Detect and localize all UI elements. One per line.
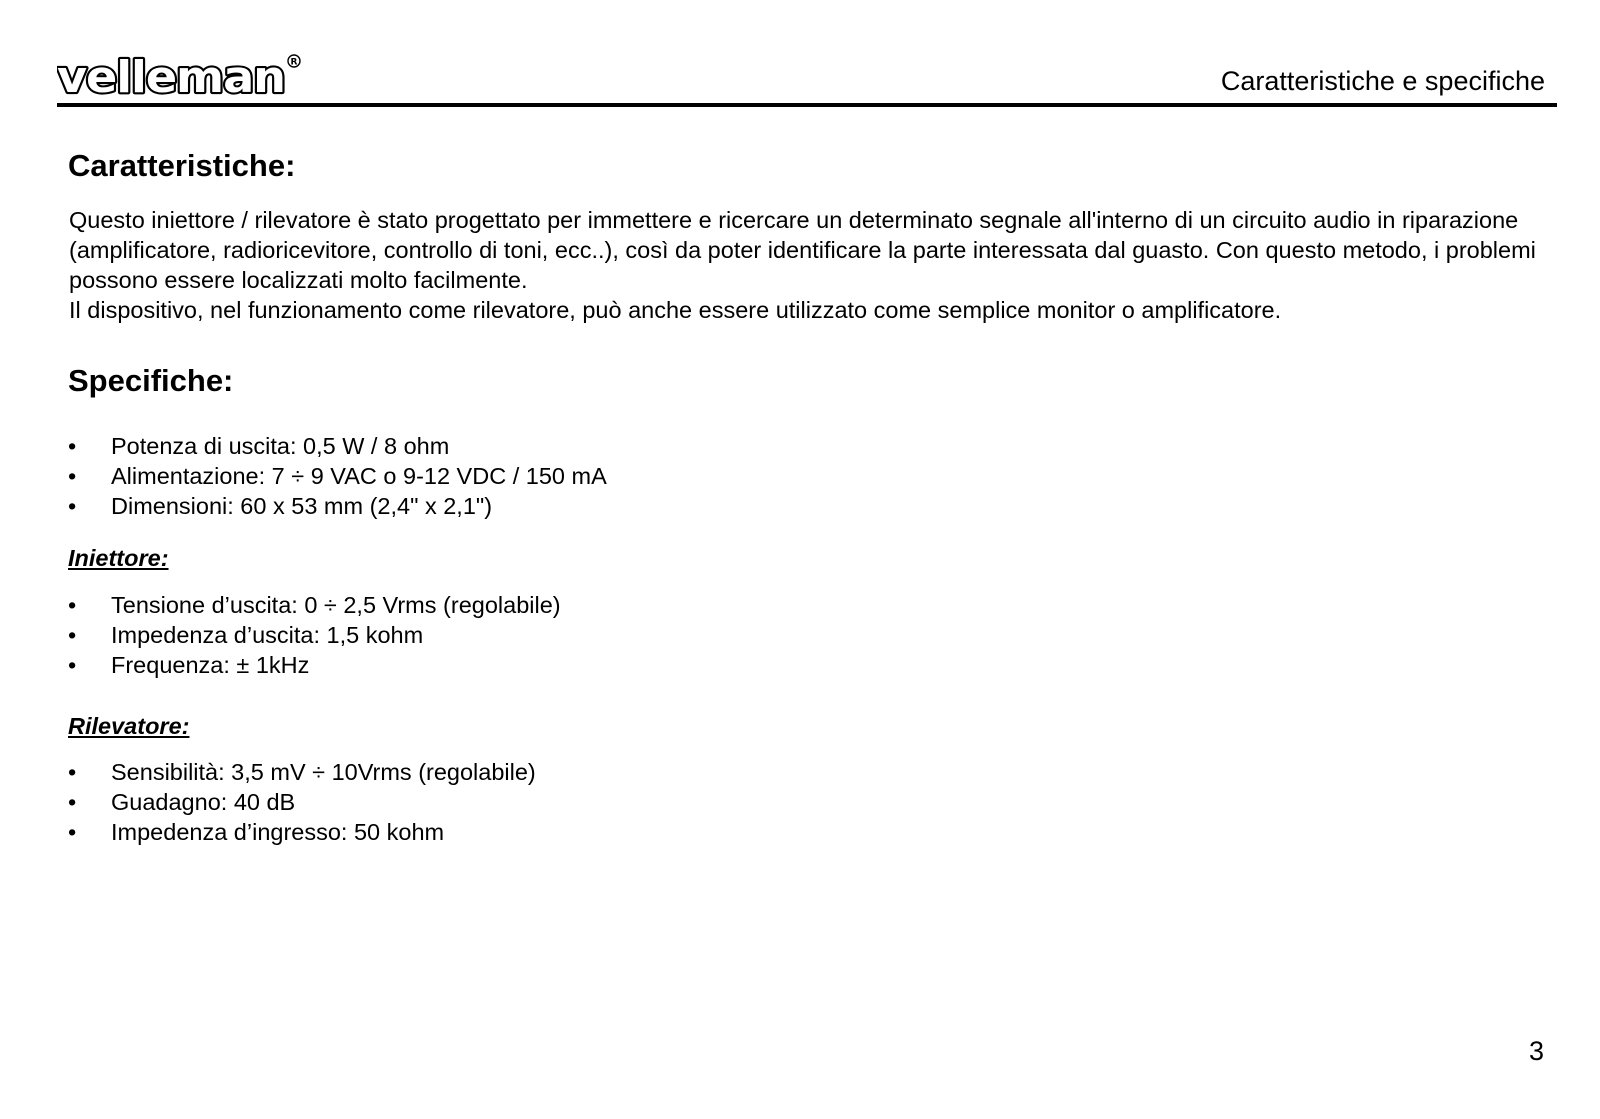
- specs-heading: Specifiche:: [68, 363, 234, 398]
- spec-item: [68, 431, 607, 461]
- injector-heading: Iniettore:: [68, 545, 169, 571]
- spec-text: Frequenza: ± 1kHz: [111, 652, 310, 678]
- svg-text:R: R: [290, 57, 298, 68]
- detector-specs-list: [68, 757, 536, 847]
- spec-text: Dimensioni: 60 x 53 mm (2,4" x 2,1"): [111, 493, 493, 519]
- spec-text: Sensibilità: 3,5 mV ÷ 10Vrms (regolabile): [111, 759, 536, 785]
- features-paragraph: Questo iniettore / rilevatore è stato progettato per immettere e ricercare un determinato segnale all'interno di un circuito audio in riparazione (amplificatore, radioricevitore, controllo di toni, ecc..), così da poter identificare la parte interessata dal guasto. Con questo metodo, i problemi possono essere localizzati molto facilmente.: [69, 207, 1536, 293]
- bullet: •: [68, 463, 77, 489]
- spec-item: [68, 491, 607, 521]
- spec-text: Potenza di uscita: 0,5 W / 8 ohm: [111, 433, 450, 459]
- spec-text: Guadagno: 40 dB: [111, 789, 296, 815]
- general-specs-list: [68, 431, 607, 521]
- bullet: •: [68, 652, 77, 678]
- bullet: •: [68, 433, 77, 459]
- velleman-logo: [57, 52, 307, 100]
- page-header: [57, 48, 1557, 106]
- spec-item: [68, 650, 561, 680]
- spec-text: Alimentazione: 7 ÷ 9 VAC o 9-12 VDC / 150 mA: [111, 463, 607, 489]
- features-heading: Caratteristiche:: [68, 148, 296, 183]
- header-divider: [57, 103, 1557, 107]
- page-number: 3: [1528, 1036, 1544, 1066]
- bullet: •: [68, 789, 77, 815]
- bullet: •: [68, 493, 77, 519]
- spec-text: Impedenza d’ingresso: 50 kohm: [111, 819, 445, 845]
- spec-text: Tensione d’uscita: 0 ÷ 2,5 Vrms (regolabile): [111, 592, 561, 618]
- spec-text: Impedenza d’uscita: 1,5 kohm: [111, 622, 424, 648]
- spec-item: [68, 590, 561, 620]
- spec-item: [68, 787, 536, 817]
- spec-item: [68, 817, 536, 847]
- bullet: •: [68, 759, 77, 785]
- injector-specs-list: [68, 590, 561, 680]
- bullet: •: [68, 592, 77, 618]
- spec-item: [68, 757, 536, 787]
- bullet: •: [68, 819, 77, 845]
- spec-item: [68, 461, 607, 491]
- detector-heading: Rilevatore:: [68, 713, 190, 739]
- features-description: [69, 205, 1564, 325]
- features-paragraph: Il dispositivo, nel funzionamento come rilevatore, può anche essere utilizzato come semplice monitor o amplificatore.: [69, 297, 1282, 323]
- bullet: •: [68, 622, 77, 648]
- spec-item: [68, 620, 561, 650]
- header-title: Caratteristiche e specifiche: [1220, 66, 1545, 96]
- logo-wordmark: velleman: [57, 52, 285, 100]
